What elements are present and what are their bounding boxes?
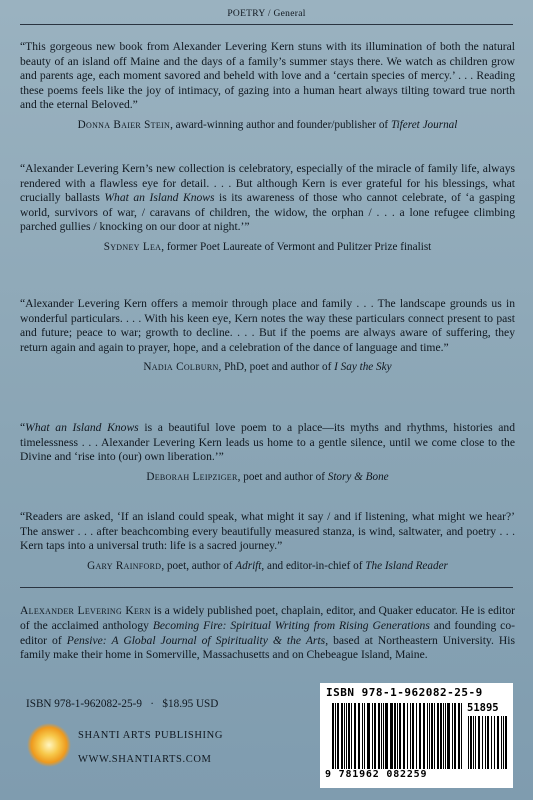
- reviewer-desc: , former Poet Laureate of Vermont and Pulitzer Prize finalist: [161, 240, 432, 253]
- reviewer-work: The Island Reader: [365, 559, 448, 572]
- barcode-stripe: [335, 703, 336, 769]
- barcode-stripe: [348, 703, 350, 769]
- barcode-stripe: [447, 703, 449, 769]
- barcode-number: 9 781962 082259: [325, 769, 428, 780]
- barcode-stripe: [470, 716, 472, 769]
- isbn-price: ISBN 978-1-962082-25-9 · $18.95 USD: [26, 698, 219, 710]
- bio-text: and founding co-editor of: [20, 618, 515, 647]
- review-quote: “Alexander Levering Kern offers a memoir through place and family . . . The landscape grounds us in wonderful particulars. . . . With his keen eye, Kern notes the way these particulars connect present to past and future; peace to war; growth to decline. . . . But if the poems are always aware of suffering, they return again and again to prayer, hope, and a celebration of the dance of language and time.”: [20, 297, 515, 354]
- barcode-stripe: [397, 703, 398, 769]
- barcode-stripe: [362, 703, 363, 769]
- barcode-stripe: [437, 703, 439, 769]
- section-divider: [20, 587, 513, 588]
- reviewer-name: Gary Rainford: [87, 559, 162, 572]
- barcode-isbn: ISBN 978-1-962082-25-9: [326, 686, 483, 699]
- reviewer-desc: , award-winning author and founder/publisher of: [170, 118, 391, 131]
- barcode-stripe: [378, 703, 380, 769]
- review-attribution: [20, 470, 515, 484]
- reviewer-name: Donna Baier Stein: [77, 118, 171, 131]
- review-attribution: [20, 360, 515, 374]
- barcode-stripe: [445, 703, 447, 769]
- author-name: Alexander Levering Kern: [20, 604, 151, 617]
- category-label: POETRY / General: [227, 9, 306, 19]
- barcode-stripe: [503, 716, 504, 769]
- bio-text: is a widely published poet, chaplain, editor, and Quaker educator. He is editor of the acclaimed anthology: [20, 604, 515, 632]
- bio-text: , based at Northeastern University. His family make their home in Somerville, Massachusetts and on Chebeague Island, Maine.: [20, 633, 515, 662]
- review-attribution: [20, 240, 515, 254]
- book-title: What an Island Knows: [104, 191, 215, 205]
- publisher-info: [78, 724, 223, 772]
- barcode-stripe: [364, 703, 366, 769]
- reviewer-desc: , PhD, poet and author of: [218, 361, 335, 374]
- barcode-stripe: [337, 703, 339, 769]
- quote-text: “Alexander Levering Kern’s new collection is celebratory, especially of the miracle of family life, always rendered with a flawless eye for detail. . . . But although Kern is ever grateful for his blessings, what crucially ballasts: [20, 162, 515, 205]
- review-quote: [20, 162, 515, 235]
- barcode-stripe: [491, 716, 492, 769]
- barcode-stripe: [475, 716, 476, 769]
- review-quote: [20, 421, 515, 465]
- barcode-stripe: [381, 703, 382, 769]
- book-title: What an Island Knows: [25, 421, 139, 434]
- barcode-stripe: [399, 703, 401, 769]
- barcode-stripe: [494, 716, 495, 769]
- barcode-stripe: [487, 716, 489, 769]
- price-barcode-bars: [468, 716, 508, 769]
- barcode-stripe: [410, 703, 412, 769]
- barcode-stripe: [394, 703, 396, 769]
- barcode-stripe: [452, 703, 453, 769]
- reviewer-name: Sydney Lea: [103, 240, 162, 253]
- publisher-url[interactable]: WWW.SHANTIARTS.COM: [78, 754, 212, 765]
- quote-text: is its awareness of those who cannot celebrate, of ‘a gasping world, survivors of war, / caravans of children, the widow, the orphan / . . . a lone refugee climbing parched gullies / knocking on our door at night.’”: [20, 191, 515, 234]
- barcode-stripe: [473, 716, 474, 769]
- bio-work: Becoming Fire: Spiritual Writing from Rising Generations: [152, 618, 430, 632]
- review-1: [20, 40, 515, 132]
- review-2: [20, 162, 515, 254]
- barcode-stripe: [501, 716, 502, 769]
- barcode-stripe: [332, 703, 334, 769]
- barcode-stripe: [443, 703, 444, 769]
- reviewer-work: I Say the Sky: [334, 361, 392, 374]
- reviewer-desc: , poet, author of: [161, 559, 236, 572]
- barcode-stripe: [354, 703, 356, 769]
- sun-logo-icon: [26, 722, 72, 768]
- barcode-stripe: [351, 703, 352, 769]
- barcode-stripe: [374, 703, 376, 769]
- reviewer-work: Tiferet Journal: [390, 118, 458, 131]
- barcode-stripe: [429, 703, 431, 769]
- barcode-stripe: [497, 716, 499, 769]
- barcode-stripe: [478, 716, 480, 769]
- review-attribution: [20, 118, 515, 132]
- barcode-stripe: [440, 703, 442, 769]
- barcode-stripe: [390, 703, 391, 769]
- review-quote: “Readers are asked, ‘If an island could speak, what might it say / and if listening, what might we hear?’ The answer . . . after beachcombing every beautifully measured stanza, is wind, saltwater, and poetry . . . Kern taps into a universal truth: life is a sacred journey.”: [20, 510, 515, 553]
- barcode-stripe: [416, 703, 417, 769]
- barcode-stripe: [505, 716, 507, 769]
- barcode-stripe: [468, 716, 469, 769]
- barcode-stripe: [346, 703, 348, 769]
- barcode-stripe: [454, 703, 456, 769]
- author-bio: [20, 604, 515, 663]
- barcode-stripe: [461, 703, 462, 769]
- barcode-bars: [332, 703, 464, 769]
- quote-text: is a beautiful love poem to a place—its myths and rhythms, histories and timelessness . . . Alexander Levering Kern leads us home to a gentle silence, until we come close to the Divine and ‘rise into (our) own liberation.’”: [20, 421, 515, 464]
- barcode-stripe: [485, 716, 486, 769]
- barcode-stripe: [458, 703, 460, 769]
- barcode-stripe: [482, 716, 483, 769]
- barcode-stripe: [434, 703, 435, 769]
- barcode: [320, 683, 513, 788]
- barcode-stripe: [412, 703, 414, 769]
- reviewer-work: Adrift: [235, 559, 262, 572]
- publisher-name: SHANTI ARTS PUBLISHING: [78, 730, 223, 741]
- quote-mark: “: [20, 421, 26, 434]
- barcode-stripe: [423, 703, 425, 769]
- reviewer-work: Story & Bone: [327, 470, 389, 483]
- reviewer-desc: , and editor-in-chief of: [261, 559, 366, 572]
- reviewer-name: Deborah Leipziger: [146, 470, 238, 483]
- barcode-stripe: [427, 703, 428, 769]
- top-rule: [20, 24, 513, 25]
- review-attribution: [20, 559, 515, 573]
- bio-work: Pensive: A Global Journal of Spirituality & the Arts: [66, 633, 326, 647]
- review-5: [20, 510, 515, 573]
- barcode-stripe: [403, 703, 405, 769]
- barcode-stripe: [367, 703, 369, 769]
- review-quote: “This gorgeous new book from Alexander Levering Kern stuns with its illumination of both the natural beauty of an island off Maine and the days of a family’s summer stays there. We watch as children grow and parents age, each moment savored and beheld with love and a ‘certain species of mercy.’ . . . Reading these poems feels like the joy of intimacy, of gazing into a human heart always tilting toward true north and the eternal Beloved.”: [20, 40, 515, 112]
- reviewer-desc: , poet and author of: [237, 470, 328, 483]
- barcode-stripe: [341, 703, 343, 769]
- barcode-price: 51895: [467, 702, 499, 714]
- barcode-stripe: [383, 703, 385, 769]
- barcode-stripe: [372, 703, 373, 769]
- barcode-stripe: [358, 703, 360, 769]
- barcode-stripe: [419, 703, 421, 769]
- barcode-stripe: [385, 703, 387, 769]
- review-3: [20, 297, 515, 374]
- reviewer-name: Nadia Colburn: [143, 361, 219, 374]
- review-4: [20, 421, 515, 484]
- barcode-stripe: [391, 703, 393, 769]
- barcode-stripe: [431, 703, 433, 769]
- barcode-stripe: [407, 703, 408, 769]
- barcode-stripe: [344, 703, 345, 769]
